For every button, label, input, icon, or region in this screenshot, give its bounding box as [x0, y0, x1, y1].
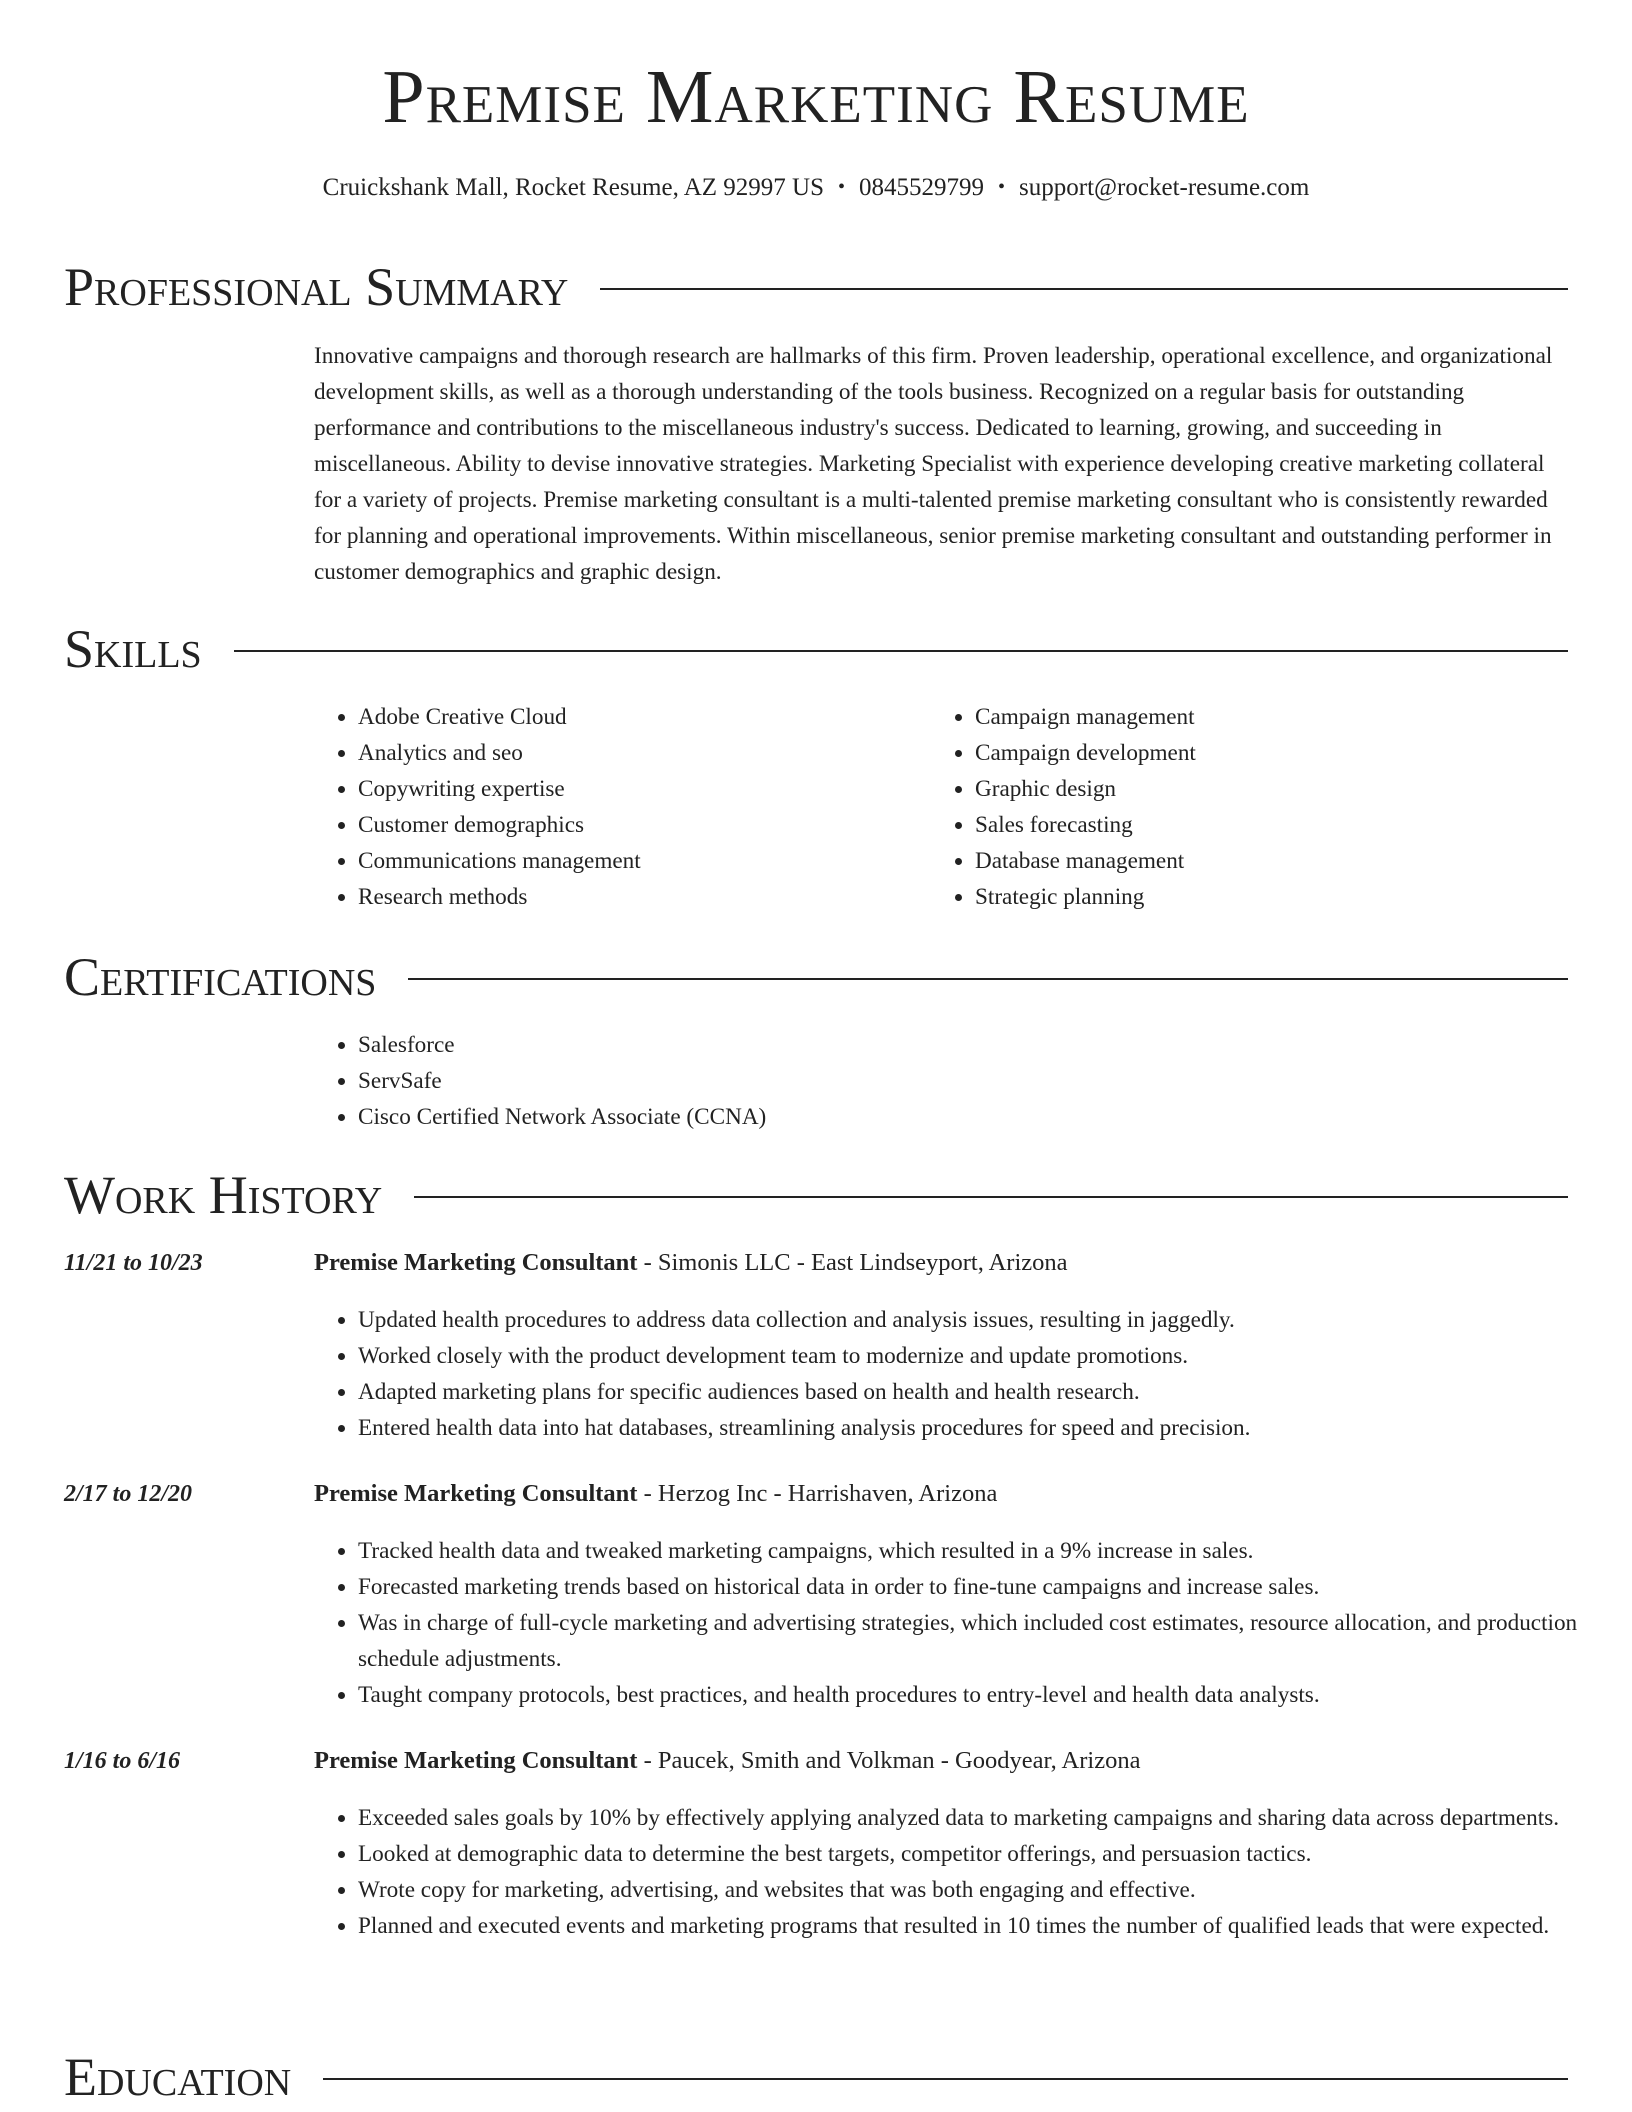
- job-bullet: • Planned and executed events and marketing programs that resulted in 10 times the number of qualified leads that were expected.: [358, 1908, 1618, 1944]
- job-bullet: • Entered health data into hat databases, streamlining analysis procedures for speed and precision.: [358, 1410, 1618, 1446]
- job-company: - Simonis LLC - East Lindseyport, Arizona: [637, 1249, 1068, 1276]
- skill-item: • Campaign development: [975, 735, 1575, 771]
- job-bullet: • Updated health procedures to address data collection and analysis issues, resulting in jaggedly.: [358, 1302, 1618, 1338]
- job-bullet: • Wrote copy for marketing, advertising, and websites that was both engaging and effective.: [358, 1872, 1618, 1908]
- job-company: - Paucek, Smith and Volkman - Goodyear, Arizona: [637, 1747, 1141, 1774]
- section-divider: [408, 978, 1568, 980]
- job-role: Premise Marketing Consultant: [314, 1249, 638, 1276]
- skills-list-right: [931, 699, 1575, 915]
- skill-item: • Customer demographics: [358, 807, 918, 843]
- contact-line: [0, 174, 1632, 202]
- skills-section-heading: [64, 614, 1568, 684]
- skill-item: • Sales forecasting: [975, 807, 1575, 843]
- section-divider: [600, 288, 1568, 290]
- job-bullets: [314, 1533, 1618, 1713]
- job-dates: 1/16 to 6/16: [64, 1748, 181, 1774]
- work-history-heading-text: Work History: [64, 1165, 383, 1225]
- contact-email[interactable]: support@rocket-resume.com: [1019, 174, 1310, 201]
- contact-separator: •: [998, 176, 1006, 198]
- skill-item: • Campaign management: [975, 699, 1575, 735]
- section-divider: [234, 650, 1568, 652]
- job-bullets: [314, 1800, 1618, 1944]
- skill-item: • Communications management: [358, 843, 918, 879]
- contact-separator: •: [838, 176, 846, 198]
- work-history-section-heading: [64, 1160, 1568, 1230]
- skill-item: • Strategic planning: [975, 879, 1575, 915]
- certifications-heading-text: Certifications: [64, 947, 377, 1007]
- resume-title: Premise Marketing Resume: [382, 55, 1250, 139]
- education-section-heading: [64, 2042, 1568, 2112]
- skills-list-left: [314, 699, 918, 915]
- job-title-line: [314, 1249, 1068, 1277]
- job-bullet: • Worked closely with the product development team to modernize and update promotions.: [358, 1338, 1618, 1374]
- certifications-list: [314, 1027, 1618, 1135]
- job-company: - Herzog Inc - Harrishaven, Arizona: [637, 1480, 998, 1507]
- certification-item: • Cisco Certified Network Associate (CCNA): [358, 1099, 1618, 1135]
- section-divider: [323, 2078, 1568, 2080]
- summary-heading-text: Professional Summary: [64, 257, 569, 317]
- job-bullet: • Exceeded sales goals by 10% by effectively applying analyzed data to marketing campaigns and sharing data across departments.: [358, 1800, 1618, 1836]
- job-bullets: [314, 1302, 1618, 1446]
- job-role: Premise Marketing Consultant: [314, 1747, 638, 1774]
- certification-item: • ServSafe: [358, 1063, 1618, 1099]
- summary-text: Innovative campaigns and thorough research are hallmarks of this firm. Proven leadership, operational excellence, and organizational development skills, as well as a thorough understanding of the tools business. Recognized on a regular basis for outstanding performance and contributions to the miscellaneous industry's success. Dedicated to learning, growing, and succeeding in miscellaneous. Ability to devise innovative strategies. Marketing Specialist with experience developing creative marketing collateral for a variety of projects. Premise marketing consultant is a multi-talented premise marketing consultant who is consistently rewarded for planning and operational improvements. Within miscellaneous, senior premise marketing consultant and outstanding performer in customer demographics and graphic design.: [314, 343, 1553, 585]
- skill-item: • Database management: [975, 843, 1575, 879]
- education-heading-text: Education: [64, 2047, 292, 2107]
- job-dates: 11/21 to 10/23: [64, 1250, 203, 1276]
- job-role: Premise Marketing Consultant: [314, 1480, 638, 1507]
- skill-item: • Graphic design: [975, 771, 1575, 807]
- skill-item: • Copywriting expertise: [358, 771, 918, 807]
- job-bullet: • Tracked health data and tweaked marketing campaigns, which resulted in a 9% increase in sales.: [358, 1533, 1618, 1569]
- job-bullet: • Looked at demographic data to determine the best targets, competitor offerings, and persuasion tactics.: [358, 1836, 1618, 1872]
- certifications-section-heading: [64, 942, 1568, 1012]
- certification-item: • Salesforce: [358, 1027, 1618, 1063]
- job-title-line: [314, 1480, 997, 1508]
- skills-heading-text: Skills: [64, 619, 202, 679]
- contact-phone: 0845529799: [859, 174, 985, 201]
- summary-section-heading: [64, 252, 1568, 322]
- contact-address: Cruickshank Mall, Rocket Resume, AZ 92997 US: [322, 174, 824, 201]
- job-title-line: [314, 1747, 1140, 1775]
- skill-item: • Adobe Creative Cloud: [358, 699, 918, 735]
- job-bullet: • Was in charge of full-cycle marketing and advertising strategies, which included cost estimates, resource allocation, and production schedule adjustments.: [358, 1605, 1618, 1677]
- job-dates: 2/17 to 12/20: [64, 1481, 193, 1507]
- skill-item: • Research methods: [358, 879, 918, 915]
- skill-item: • Analytics and seo: [358, 735, 918, 771]
- job-bullet: • Taught company protocols, best practices, and health procedures to entry-level and health data analysts.: [358, 1677, 1618, 1713]
- section-divider: [414, 1196, 1568, 1198]
- job-bullet: • Forecasted marketing trends based on historical data in order to fine-tune campaigns and increase sales.: [358, 1569, 1618, 1605]
- job-bullet: • Adapted marketing plans for specific audiences based on health and health research.: [358, 1374, 1618, 1410]
